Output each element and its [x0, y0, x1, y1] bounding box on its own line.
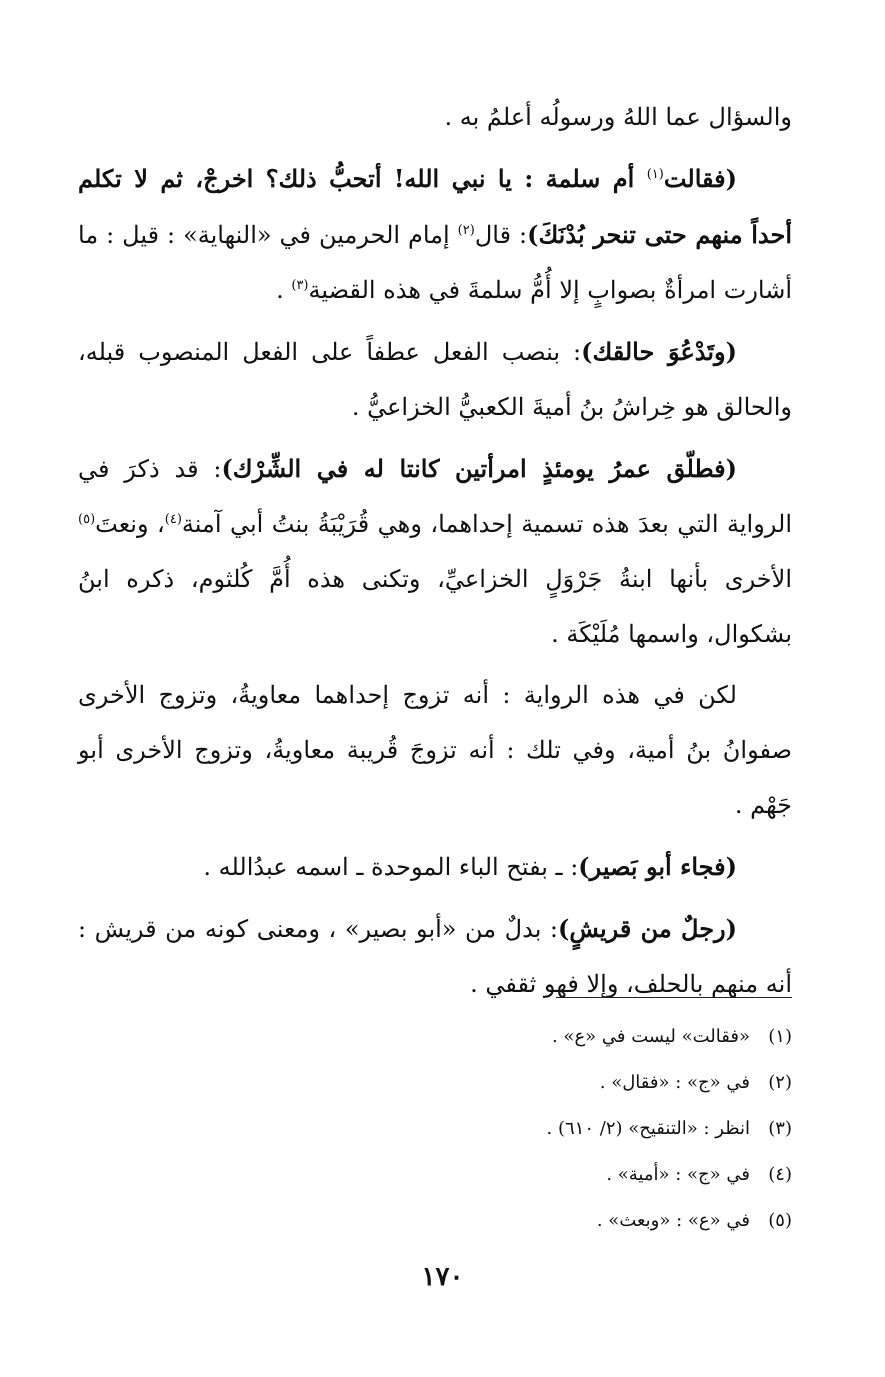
footnote-text: في «ع» : «وبعث» .: [596, 1210, 750, 1231]
commentary-text: إمام الحرمين في «النهاية» : قيل : ما أشارت امرأةٌ بصوابٍ إلا أُمُّ سلمةَ في هذه القضية: [78, 221, 792, 304]
footnote-item: [332, 1014, 792, 1060]
paragraph: [78, 839, 792, 895]
commentary-text: : قد ذكرَ في الرواية التي بعدَ هذه تسمية إحداهما، وهي قُرَيْبَةُ بنتُ أبي آمنة: [78, 455, 793, 538]
matn-quote: (فطلّق عمرُ يومئذٍ امرأتين كانتا له في الشِّرْك): [221, 454, 737, 483]
matn-quote: (رجلٌ من قريشٍ): [558, 914, 737, 943]
footnote-number: (٢): [768, 1072, 792, 1093]
commentary-text: ، ونعتَ: [95, 510, 165, 538]
footnote-item: [332, 1060, 792, 1106]
commentary-text: : بدلٌ من «أبو بصير» ، ومعنى كونه من قريش : أنه منهم بالحلف، وإلا فهو ثقفي .: [78, 915, 792, 998]
footnote-number: (١): [768, 1026, 792, 1047]
page-number: ١٧٠: [421, 1262, 464, 1292]
commentary-text: : بنصب الفعل عطفاً على الفعل المنصوب قبله، والحالق هو خِراشُ بنُ أميةَ الكعبيُّ الخزاعيُّ .: [78, 338, 792, 421]
footnote-text: في «ج» : «فقال» .: [599, 1072, 750, 1093]
commentary-text: : قال: [474, 221, 528, 249]
footnote-separator: [556, 997, 792, 998]
paragraph: [78, 441, 792, 662]
commentary-text: .: [276, 276, 292, 304]
footnote-ref: (٢): [457, 223, 475, 238]
footnote-number: (٣): [768, 1118, 792, 1139]
matn-quote: أم سلمة : يا نبي الله! أتحبُّ ذلك؟ اخرجْ، ثم لا تكلم أحداً منهم حتى تنحر بُدْنَكَ): [78, 164, 793, 249]
page-body: [78, 90, 792, 1018]
commentary-text: والسؤال عما اللهُ ورسولُه أعلمُ به .: [444, 103, 792, 131]
footnote-item: [332, 1198, 792, 1244]
paragraph: [78, 151, 792, 318]
paragraph: [78, 668, 792, 833]
paragraph: [78, 901, 792, 1012]
commentary-text: : ـ بفتح الباء الموحدة ـ اسمه عبدُالله .: [203, 853, 579, 881]
footnote-item: [332, 1152, 792, 1198]
matn-quote: (فجاء أبو بَصير): [578, 852, 737, 881]
matn-quote: (فقالت: [663, 164, 737, 193]
main-text: [78, 90, 792, 1012]
footnote-ref: (١): [646, 167, 664, 182]
commentary-text: لكن في هذه الرواية : أنه تزوج إحداهما معاويةُ، وتزوج الأخرى صفوانُ بنُ أمية، وفي تلك : أنه تزوجَ قُريبة معاويةُ، وتزوج الأخرى أبو جَهْم .: [78, 681, 792, 819]
footnote-ref: (٤): [164, 512, 182, 527]
paragraph: [78, 324, 792, 435]
footnote-item: [332, 1106, 792, 1152]
footnote-ref: (٣): [291, 278, 309, 293]
paragraph: [78, 90, 792, 145]
footnote-text: في «ج» : «أمية» .: [606, 1164, 750, 1185]
footnotes: [332, 1014, 792, 1244]
footnote-number: (٤): [768, 1164, 792, 1185]
footnote-number: (٥): [768, 1210, 792, 1231]
commentary-text: الأخرى بأنها ابنةُ جَرْوَلٍ الخزاعيِّ، وتكنى هذه أُمَّ كُلثوم، ذكره ابنُ بشكوال، واسمها مُلَيْكَة .: [78, 565, 792, 648]
footnote-text: انظر : «التنقيح» (٢/ ٦١٠) .: [546, 1118, 750, 1139]
matn-quote: (وتَدْعُوَ حالقك): [581, 337, 737, 366]
footnote-text: «فقالت» ليست في «ع» .: [551, 1026, 750, 1047]
footnote-ref: (٥): [78, 512, 96, 527]
